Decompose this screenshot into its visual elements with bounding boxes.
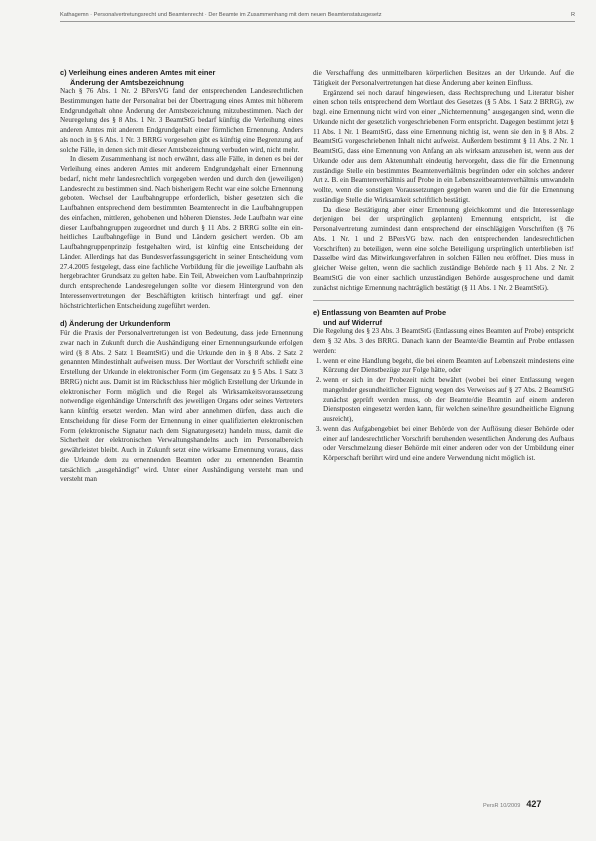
list-item: 1. wenn er eine Handlung begeht, die bei einem Beamten auf Lebenszeit mindestens eine Kürzung der Dienstbezüge zur Folge hätte, oder [323,357,574,377]
page-footer [483,799,541,809]
section-d-paragraph-1: Für die Praxis der Personalvertretungen ist von Bedeutung, dass jede Ernennung zwar nach in Zukunft durch die Aushändigung einer Ernennungsurkunde erfolgen wird (§ 8 Abs. 2 Satz 1 BeamtStG) und die Urkunde den in § 8 Abs. 2 Satz 2 genannten Mindestinhalt aufweisen muss. Der Wortlaut der Vorschrift schließt eine Erstellung der Urkunde in elektronischer Form (im Gegensatz zu § 5 Abs. 1 Satz 3 BRRG) nicht aus. Damit ist im Rückschluss hier möglich Erstellung der Urkunde in elektronischer Form möglich und die Regel als Wirksamkeitsvoraussetzung notwendige eigenhändige Unterschrift des jeweiligen Organs oder seines Vertreters kann künftig ersetzt werden. Man wird aber annehmen dürfen, dass auch die Entscheidung für diese Form der Ernennung in einer qualifizierten elektronischen Form (elektronische Signatur nach dem Signaturgesetz) handeln muss, damit die Sicherheit der elektronischen Verwaltungshandelns auch im Personalbereich gewährleistet bleibt. Auch in Zukunft setzt eine wirksame Ernennung voraus, dass die Urkunde dem zu ernennenden Beamten oder zu ernennenden Beamtin tatsächlich „ausgehändigt" wird. Unter einer Aushändigung versteht man und versteht man [60,329,303,484]
section-divider [313,300,574,301]
running-header-mark: R [570,12,575,18]
running-header [60,12,575,18]
right-column [313,69,574,464]
section-c-heading-line2: Änderung der Amtsbezeichnung [70,77,184,87]
section-c-paragraph-1: Nach § 76 Abs. 1 Nr. 2 BPersVG fand der entsprechenden Landesrechtlichen Bestimmungen hatte der Personalrat bei der Übertragung eines Amtes mit höherem Endgrundgehalt ohne Änderung der Amtsbezeichnung mitzubestimmen. Nach der Neuregelung des § 8 Abs. 1 Nr. 3 BeamtStG bedarf künftig die Verleihung eines anderen Amtes mit anderem Endgrundgehalt einer förmlichen Ernennung. Anders als noch in § 6 Abs. 1 Nr. 3 BRRG vorgesehen gibt es künftig eine Begrenzung auf solche Fälle, in denen sich mit dieser Amtsbezeichnung verbuden wird, nicht mehr. [60,87,303,154]
list-item: 3. wenn das Aufgabengebiet bei einer Behörde von der Auflösung dieser Behörde oder einer auf landesrechtlicher Vorschrift beruhenden wesentlichen Änderung des Aufbaus oder Verschmelzung dieser Behörde mit einer anderen oder von der Umbildung einer Körperschaft berührt wird und eine andere Verwendung nicht möglich ist. [323,425,574,464]
running-header-title: Kathagemn · Personalvertretungsrecht und Beamtenrecht · Der Beamte im Zusammenhang mit dem neuen Beamtenstatusgesetz [60,12,382,18]
section-e-heading [313,308,574,327]
page-number: 427 [526,799,542,809]
dismissal-grounds-list [313,357,574,464]
section-c-paragraph-2: In diesem Zusammenhang ist noch erwähnt, dass alle Fälle, in denen es bei der Verleihung eines anderen Amtes mit anderem Endgrundgehalt einer Ernennung bedarf, nicht mehr landesrechtlich vorgegeben werden und durch den (jeweiligen) Landesrecht zu bestimmen sind. Nach bisherigem Recht war eine solche Ernennung geboten. Wechsel der Laufbahngruppe erforderlich, bisher gesetzten sich die Laufbahnen entsprechend dem bestimmten Beamtenrecht in die Laufbahngruppen des einfachen, mittleren, gehobenen und höheren Dienstes. Jede Laufbahn war eine dieser Laufbahngruppen zugeordnet und durch § 11 Abs. 2 BRRG sollte ein einheitliches Laufbahngefüge in Bund und Ländern gesichert werden. Ob am Laufbahngruppenprinzip festgehalten wird, ist künftig eine Entscheidung der Länder. Allerdings hat das Bundesverfassungsgericht in seiner Entscheidung vom 27.4.2005 festgelegt, dass eine fachliche Vorbildung für die jeweilige Laufbahn als hergebrachter Grundsatz zu gelten habe. Ein Teil, Abweichen vom Laufbahnprinzip durch entsprechende Landesregelungen sollte vor diesem Hintergrund von den Interessenvertretungen der Beschäftigten kritisch hinterfragt und ggf. einer höchstrichterlichen Entscheidung zugeführt werden. [60,155,303,310]
section-gap [60,311,303,319]
list-item: 2. wenn er sich in der Probezeit nicht bewährt (wobei bei einer Entlassung wegen mangelnder gesundheitlicher Eignung wegen des Verweises auf § 27 Abs. 2 BeamtStG zunächst geprüft werden muss, ob der Beamte/die Beamtin auf einem anderen Dienstposten eingesetzt werden kann, für welchen seine/ihre gesundheitliche Eignung ausreicht), [323,376,574,425]
issue-label: PersR 10/2009 [483,803,521,809]
right-paragraph-2: Ergänzend sei noch darauf hingewiesen, dass Rechtsprechung und Literatur bisher einen schon teils entsprechend dem Wortlaut des Gesetzes (§ 5 Abs. 1 Satz 2 BRRG), zw bzgl. eine Ernennung nicht wird von einer „Nichternennung" ausgegangen sind, wenn die Urkunde nicht der gesetzlich vorgeschriebenen Form entspricht. Dagegen bestimmt jetzt § 11 Abs. 1 Nr. 1 BeamtStG, dass eine Ernennung nichtig ist, wenn sie den in § 8 Abs. 2 BeamtStG vorgeschriebenen Inhalt nicht aufweist. Außerdem bestimmt § 11 Abs. 2 Nr. 1 BeamtStG, dass eine Ernennung von Anfang an als wirksam anzusehen ist, wenn aus der Urkunde oder aus dem Aktenumhalt eindeutig hervorgeht, dass die für die Ernennung zuständige Stelle ein bestimmtes Beamtenverhältnis begründen oder ein solches anderer Art z. B. ein Beamtenverhältnis auf Probe in ein Lebenszeitbeamtenverhältnis umwandeln wollte, wenn die sonstigen Voraussetzungen gegeben waren und die für die Ernennung zuständige Stelle die Wirksamkeit schriftlich bestätigt. [313,88,574,204]
section-d-heading: d) Änderung der Urkundenform [60,319,171,329]
right-paragraph-3: Da diese Bestätigung aber einer Ernennung gleichkommt und die Interessenlage derjenigen bei der ursprünglich geplanten) Ernennung entspricht, ist die Personalvertretung zumindest dann entsprechend der einschlägigen Vorschriften (§ 76 Abs. 1 Nr. 1 und 2 BPersVG bzw. nach den entsprechenden landesrechtlichen Vorschriften) zu beteiligen, wenn eine solche Beteiligung ursprünglich unterblieben ist! Dasselbe wird das Mitwirkungsverfahren in solchen Fällen neu eröffnet. Dies muss in gleicher Weise gelten, wenn die sachlich zuständige Behörde nach § 11 Abs. 2 Nr. 2 BeamtStG die von einer sachlich unzuständigen Behörde ausgesprochene und damit zunächst nichtige Ernennung nachträglich bestätigt (§ 11 Abs. 1 Nr. 2 BeamtStG). [313,205,574,292]
section-c-heading [60,68,303,87]
section-c-heading-line1: c) Verleihung eines anderen Amtes mit einer [60,68,216,77]
continued-paragraph: die Verschaffung des unmittelbaren körperlichen Besitzes an der Urkunde. Auf die Tätigkeit der Personalvertretungen hat diese Änderung aber keinen Einfluss. [313,69,574,87]
header-rule [60,21,575,22]
left-column [60,68,303,485]
section-e-heading-line1: e) Entlassung von Beamten auf Probe [313,308,447,318]
section-e-intro: Die Regelung des § 23 Abs. 3 BeamtStG (Entlassung eines Beamten auf Probe) entspricht dem § 32 Abs. 3 des BRRG. Danach kann der Beamte/die Beamtin auf Probe entlassen werden: [313,327,574,355]
section-e-heading-line2: und auf Widerruf [323,317,383,327]
